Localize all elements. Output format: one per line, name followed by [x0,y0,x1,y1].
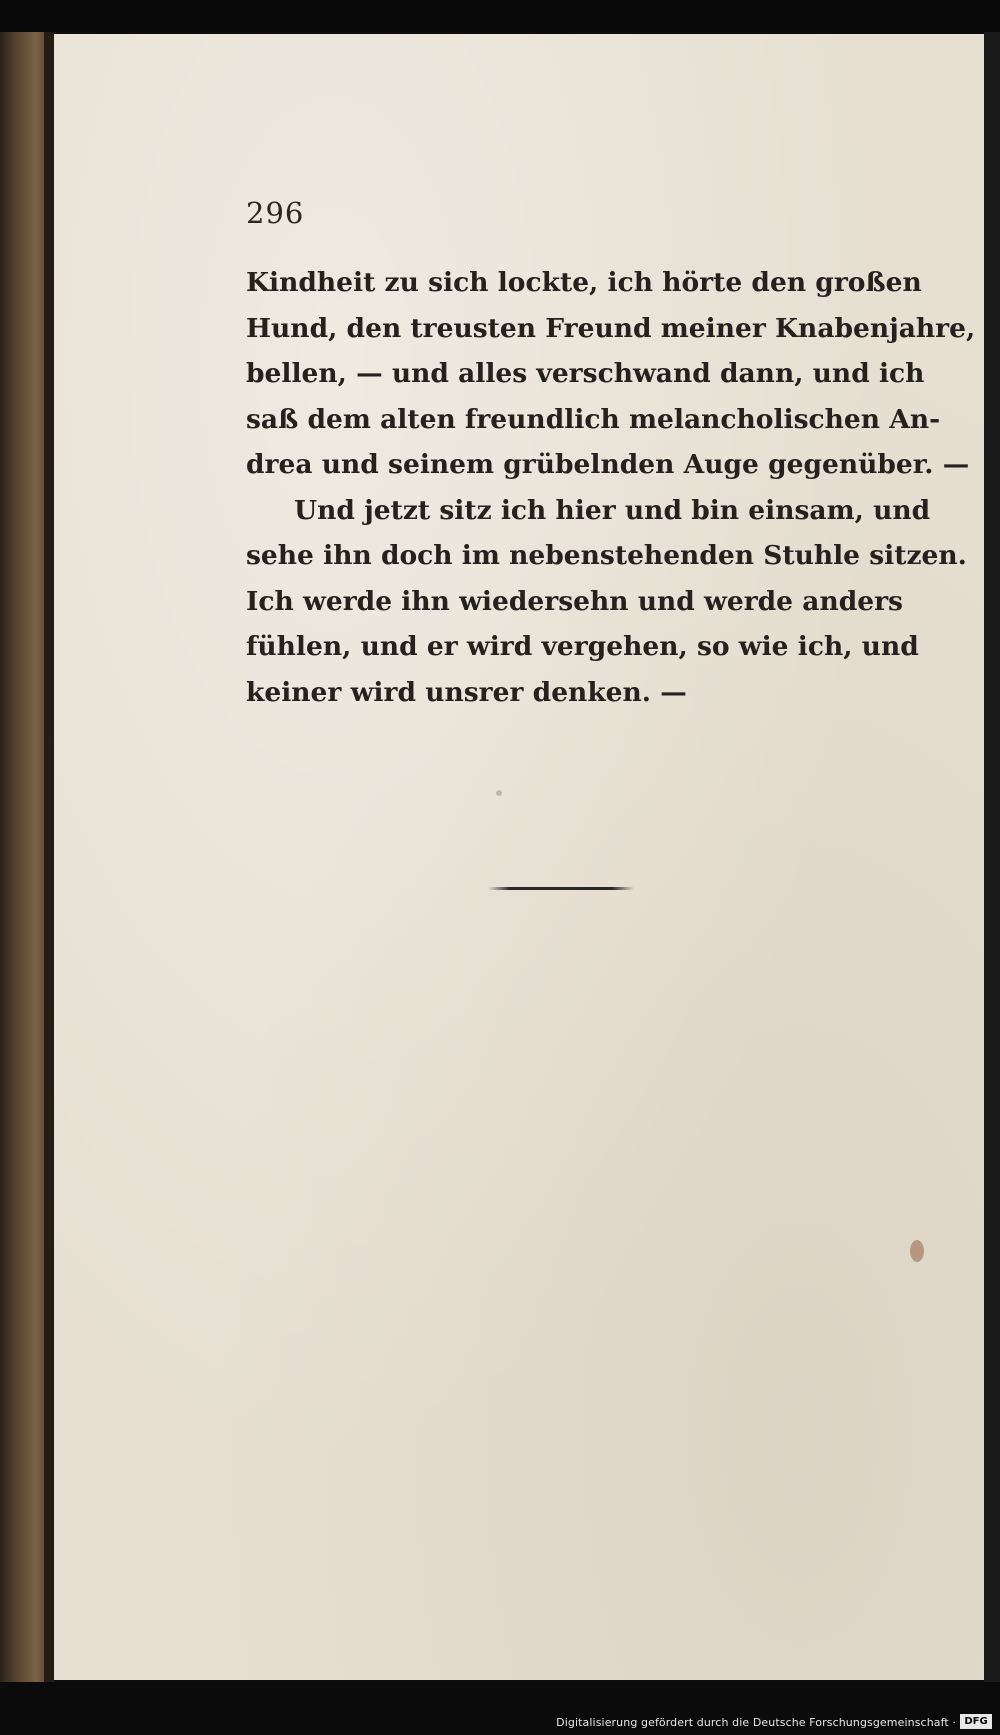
right-border [984,32,1000,1682]
text-line: Hund, den treusten Freund meiner Knabenjahre, [246,312,976,344]
paper-speck [496,790,502,796]
text-line: Ich werde ihn wiedersehn und werde anders [246,585,903,617]
chapter-end-rule [488,887,634,890]
text-line: bellen, — und alles verschwand dann, und ich [246,358,925,389]
text-line: saß dem alten freundlich melancholischen An- [246,403,941,435]
page-number: 296 [246,196,305,230]
text-line: fühlen, und er wird vergehen, so wie ich, und [246,631,919,662]
text-line: Kindheit zu sich lockte, ich hörte den großen [246,267,922,298]
top-border [0,0,1000,32]
dfg-logo-icon: DFG [960,1714,992,1729]
page-text [246,260,976,715]
paper-stain [910,1240,924,1262]
text-line: drea und seinem grübelnden Auge gegenüber. — [246,449,970,480]
text-line: sehe ihn doch im nebenstehenden Stuhle sitzen. [246,540,967,571]
digitization-credit: Digitalisierung gefördert durch die Deutsche Forschungsgemeinschaft · [556,1716,956,1729]
spine-edge [44,32,54,1682]
text-line: keiner wird unsrer denken. — [246,676,687,708]
text-line: Und jetzt sitz ich hier und bin einsam, und [294,494,931,526]
